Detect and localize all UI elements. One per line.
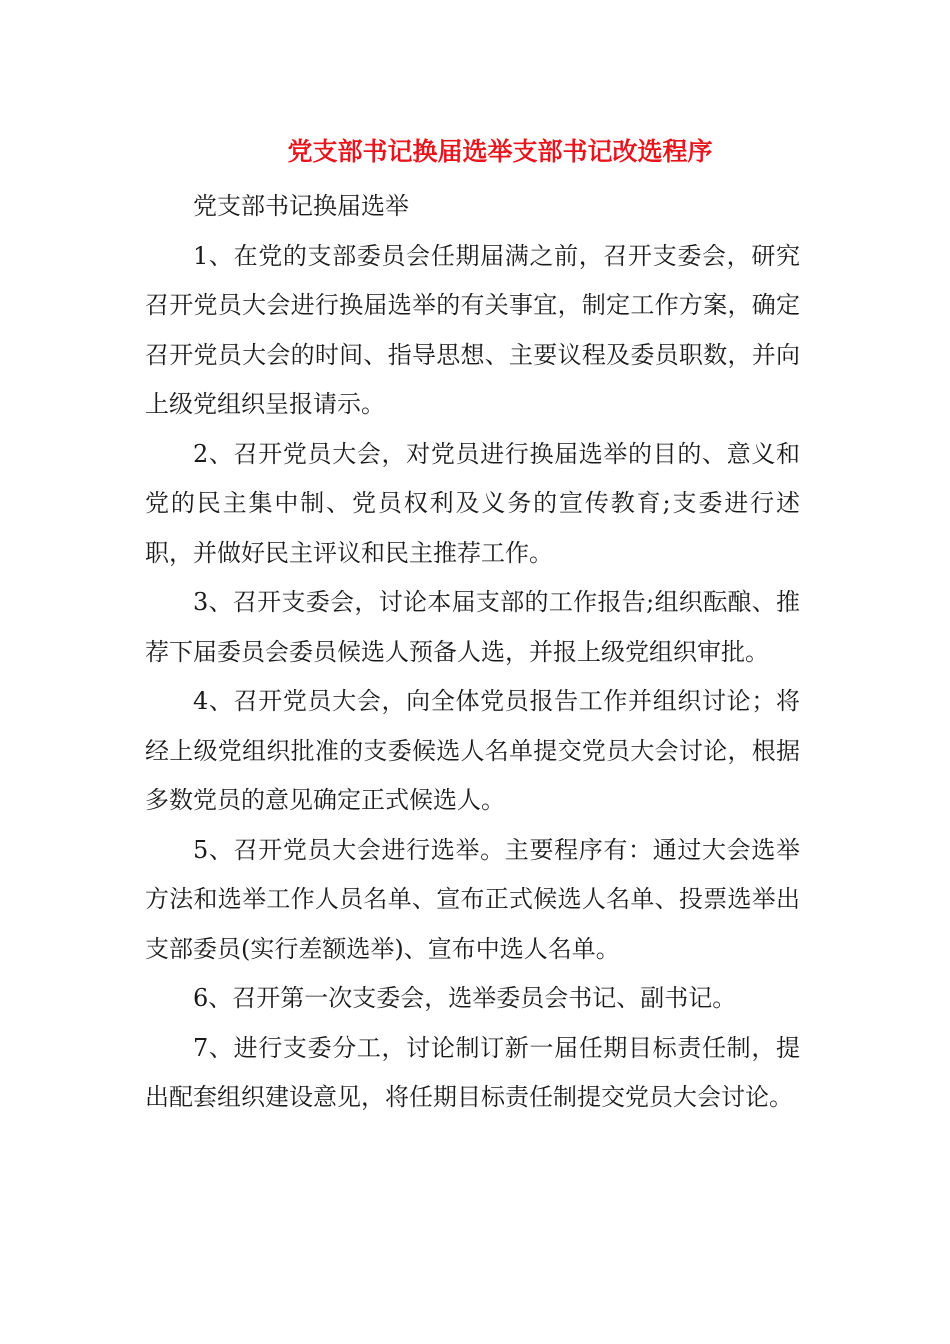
step-5-paragraph: 5、召开党员大会进行选举。主要程序有：通过大会选举方法和选举工作人员名单、宣布正式候选人名单、投票选举出支部委员(实行差额选举)、宣布中选人名单。 [145,835,800,963]
section-heading: 党支部书记换届选举 [193,192,409,220]
document-body [145,182,800,1123]
step-6-paragraph: 6、召开第一次支委会，选举委员会书记、副书记。 [193,984,737,1012]
step-4-paragraph: 4、召开党员大会，向全体党员报告工作并组织讨论；将经上级党组织批准的支委候选人名单提交党员大会讨论，根据多数党员的意见确定正式候选人。 [145,687,800,814]
step-7-paragraph: 7、进行支委分工，讨论制订新一届任期目标责任制，提出配套组织建设意见，将任期目标责任制提交党员大会讨论。 [145,1033,800,1111]
step-2-paragraph: 2、召开党员大会，对党员进行换届选举的目的、意义和党的民主集中制、党员权利及义务的宣传教育;支委进行述职，并做好民主评议和民主推荐工作。 [145,439,800,567]
document-title: 党支部书记换届选举支部书记改选程序 [287,137,713,166]
step-1-paragraph: 1、在党的支部委员会任期届满之前，召开支委会，研究召开党员大会进行换届选举的有关事宜，制定工作方案，确定召开党员大会的时间、指导思想、主要议程及委员职数，并向上级党组织呈报请示。 [145,241,800,418]
step-3-paragraph: 3、召开支委会，讨论本届支部的工作报告;组织酝酿、推荐下届委员会委员候选人预备人选，并报上级党组织审批。 [145,588,800,666]
